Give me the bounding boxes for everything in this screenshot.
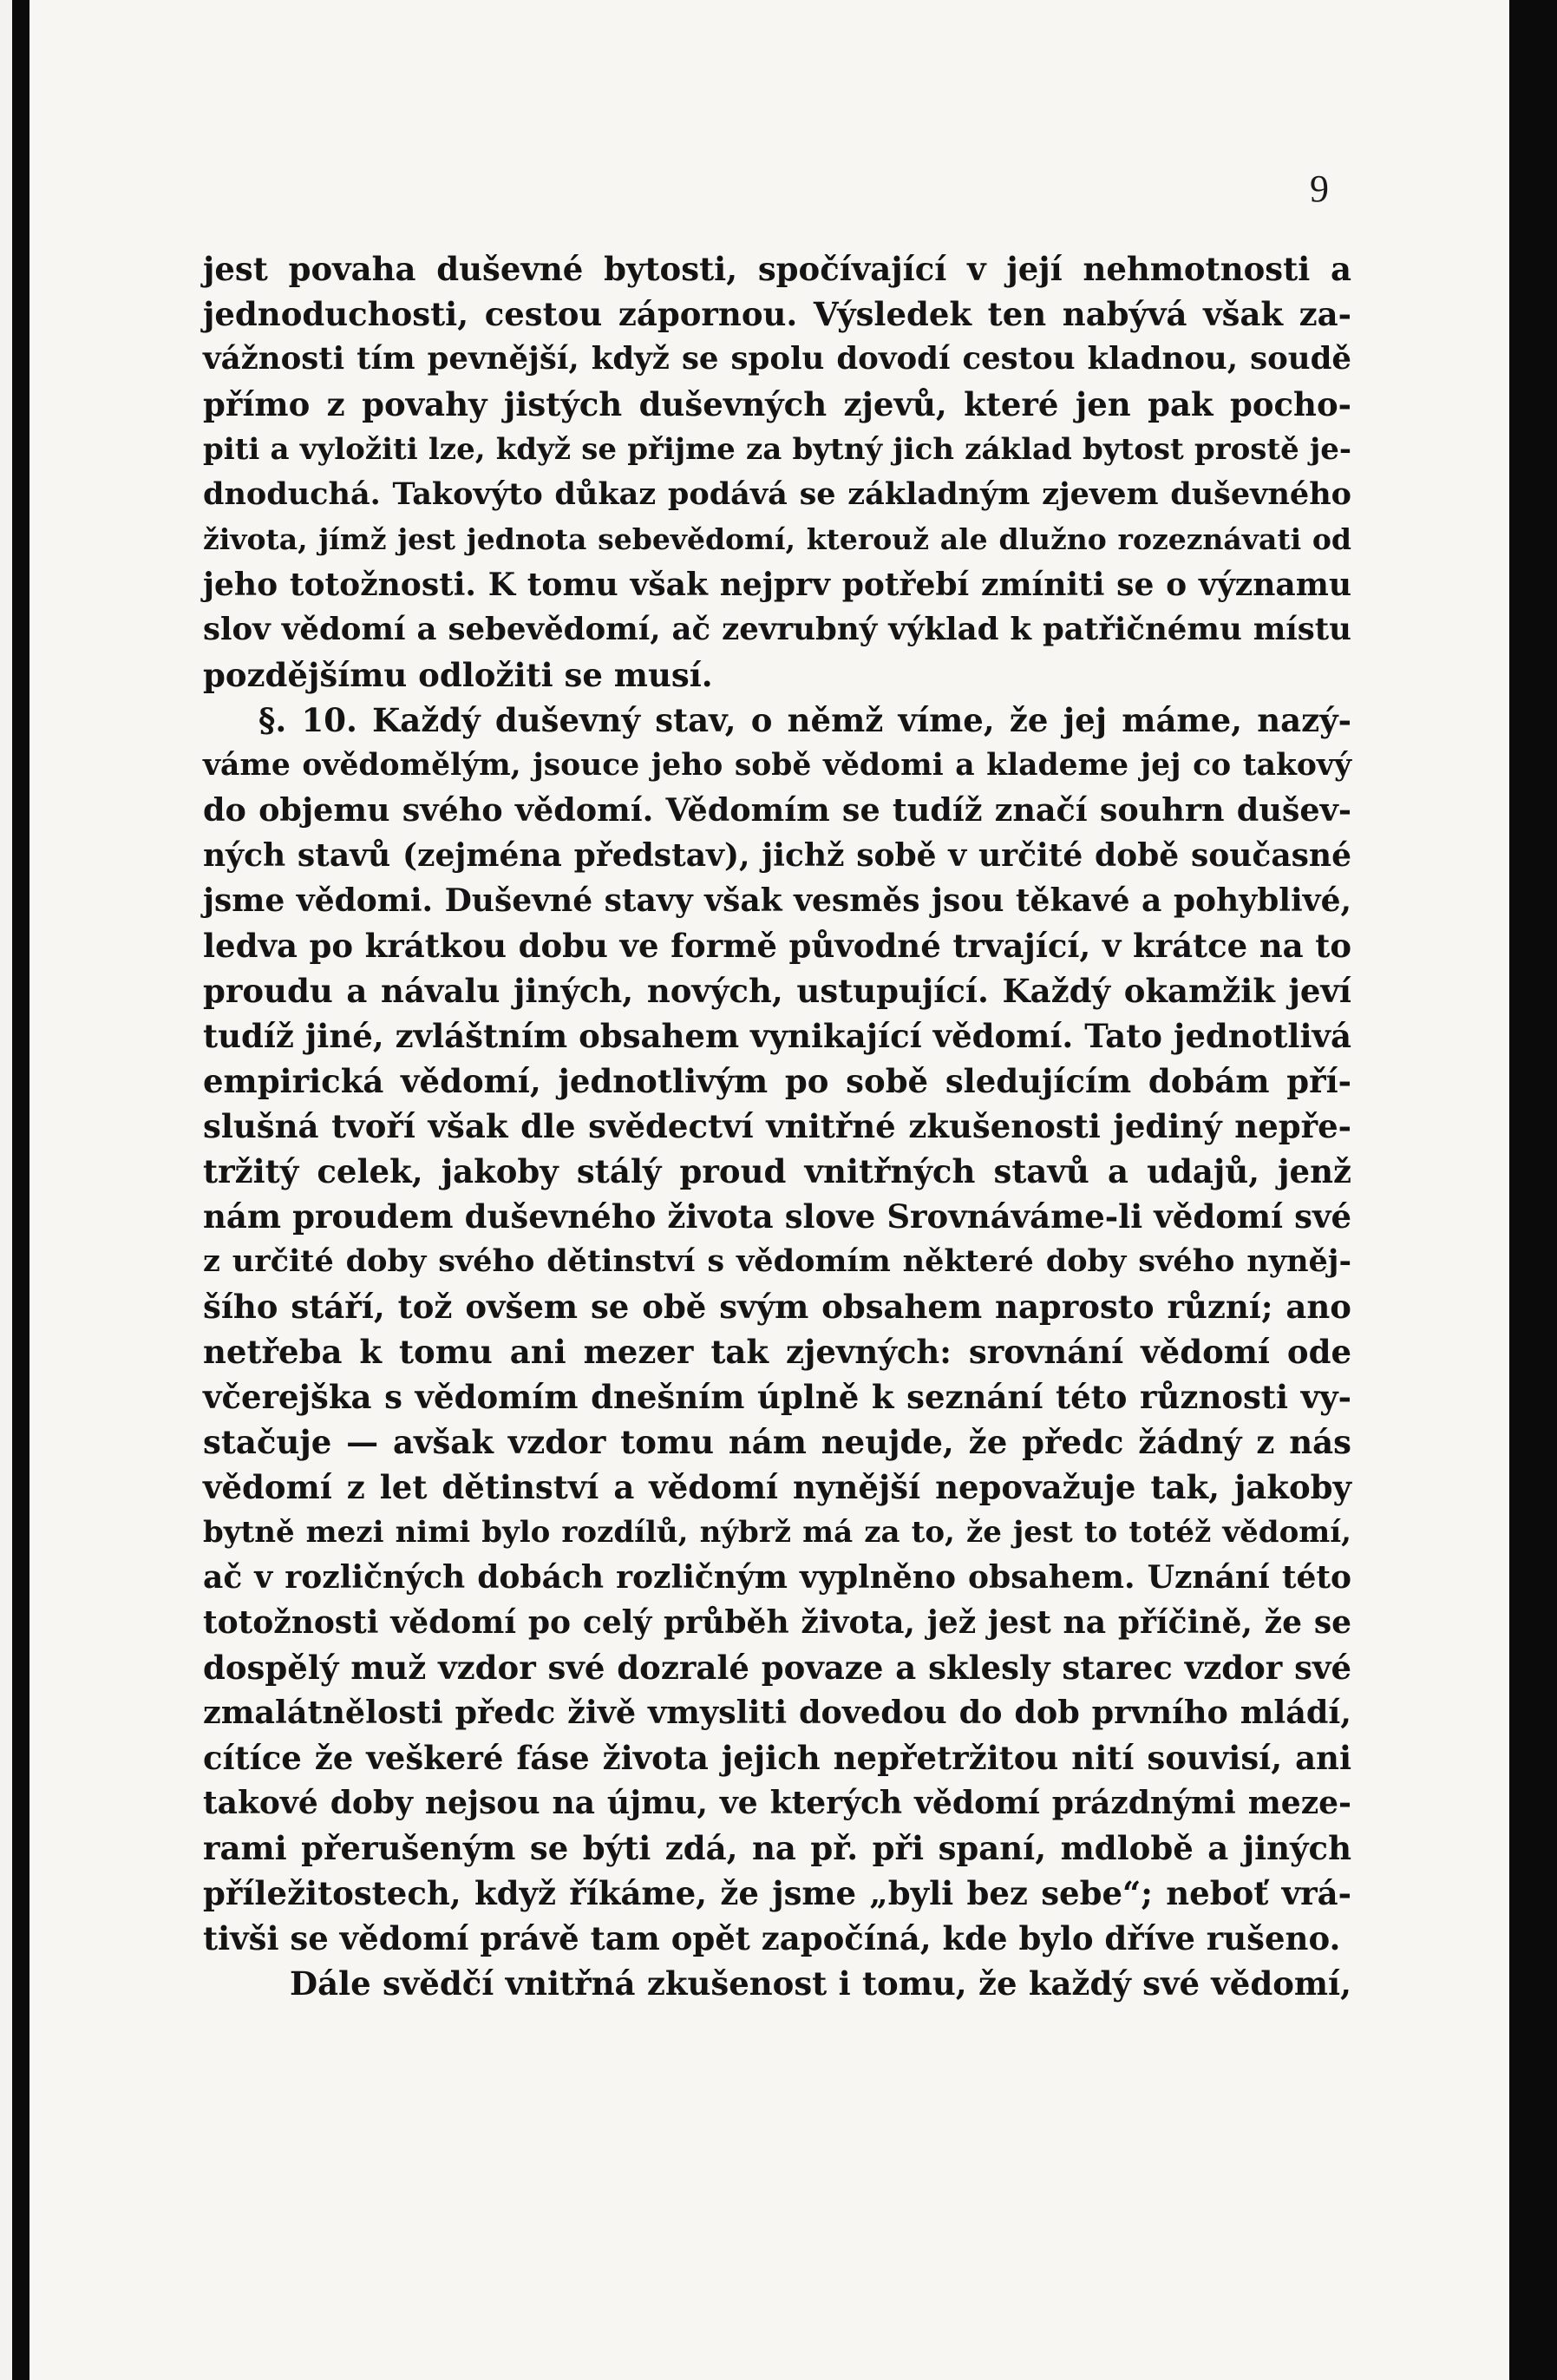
text-line: příležitostech, když říkáme, že jsme „byli bez sebe“; neboť vrá- — [203, 1874, 1351, 1912]
text-line: Dále svědčí vnitřná zkušenost i tomu, že každý své vědomí, — [290, 1964, 1351, 2003]
text-line: nám proudem duševného života slove Srovnáváme-li vědomí své — [203, 1197, 1351, 1236]
text-line: §. 10. Každý duševný stav, o němž víme, že jej máme, nazý- — [258, 701, 1351, 739]
text-line: tudíž jiné, zvláštním obsahem vynikající vědomí. Tato jednotlivá — [203, 1017, 1351, 1055]
text-line: rami přerušeným se býti zdá, na př. při spaní, mdlobě a jiných — [203, 1829, 1351, 1867]
text-line: přímo z povahy jistých duševných zjevů, které jen pak pocho- — [203, 385, 1351, 423]
text-line: dnoduchá. Takovýto důkaz podává se základným zjevem duševného — [203, 476, 1351, 512]
text-line: ač v rozličných dobách rozličným vyplněno obsahem. Uznání této — [203, 1559, 1351, 1596]
text-line: do objemu svého vědomí. Vědomím se tudíž značí souhrn dušev- — [203, 791, 1351, 829]
text-line: ledva po krátkou dobu ve formě původné trvající, v krátce na to — [203, 927, 1351, 965]
text-line: včerejška s vědomím dnešním úplně k seznání této různosti vy- — [203, 1378, 1351, 1416]
text-line: jednoduchosti, cestou zápornou. Výsledek ten nabývá však za- — [203, 295, 1351, 333]
text-line: dospělý muž vzdor své dozralé povaze a sklesly starec vzdor své — [203, 1649, 1351, 1687]
text-line: z určité doby svého dětinství s vědomím některé doby svého nyněj- — [203, 1243, 1351, 1279]
text-line: cítíce že veškeré fáse života jejich nepřetržitou nití souvisí, ani — [203, 1739, 1351, 1777]
text-line: jest povaha duševné bytosti, spočívající v její nehmotnosti a — [203, 250, 1351, 288]
text-line: jsme vědomi. Duševné stavy však vesměs jsou těkavé a pohyblivé, — [203, 882, 1351, 919]
text-line: takové doby nejsou na újmu, ve kterých vědomí prázdnými meze- — [203, 1785, 1351, 1821]
text-line: života, jímž jest jednota sebevědomí, kterouž ale dlužno rozeznávati od — [203, 522, 1351, 556]
text-line: stačuje — avšak vzdor tomu nám neujde, že předc žádný z nás — [203, 1423, 1351, 1461]
text-line: vědomí z let dětinství a vědomí nynější nepovažuje tak, jakoby — [203, 1468, 1351, 1506]
text-line: totožnosti vědomí po celý průběh života, jež jest na příčině, že se — [203, 1604, 1351, 1641]
text-line: empirická vědomí, jednotlivým po sobě sledujícím dobám pří- — [203, 1062, 1351, 1100]
text-line: vážnosti tím pevnější, když se spolu dovodí cestou kladnou, soudě — [203, 341, 1351, 377]
body-text — [203, 246, 1351, 2006]
book-page — [29, 0, 1509, 2380]
text-line: zmalátnělosti předc živě vmysliti dovedou do dob prvního mládí, — [203, 1694, 1351, 1731]
text-line: piti a vyložiti lze, když se přijme za bytný jich základ bytost prostě je- — [203, 432, 1351, 467]
text-line: netřeba k tomu ani mezer tak zjevných: srovnání vědomí ode — [203, 1333, 1351, 1371]
text-line: jeho totožnosti. K tomu však nejprv potřebí zmíniti se o významu — [203, 567, 1351, 603]
text-line: tržitý celek, jakoby stálý proud vnitřných stavů a udajů, jenž — [203, 1152, 1351, 1190]
text-line: šího stáří, tož ovšem se obě svým obsahem naprosto různí; ano — [203, 1288, 1351, 1326]
text-line: proudu a návalu jiných, nových, ustupující. Každý okamžik jeví — [203, 972, 1351, 1010]
page-number: 9 — [1310, 167, 1329, 210]
text-line: váme ovědomělým, jsouce jeho sobě vědomi a klademe jej co takový — [203, 748, 1351, 783]
text-line: slušná tvoří však dle svědectví vnitřné zkušenosti jediný nepře- — [203, 1107, 1351, 1145]
scan-left-margin — [0, 0, 12, 2380]
text-line: ných stavů (zejména představ), jichž sobě v určité době současné — [203, 837, 1351, 874]
text-line: pozdějšímu odložiti se musí. — [203, 656, 713, 694]
text-line: slov vědomí a sebevědomí, ač zevrubný výklad k patřičnému místu — [203, 612, 1351, 647]
text-line: tivši se vědomí právě tam opět započíná, kde bylo dříve rušeno. — [203, 1919, 1341, 1957]
text-line: bytně mezi nimi bylo rozdílů, nýbrž má za to, že jest to totéž vědomí, — [203, 1515, 1351, 1550]
